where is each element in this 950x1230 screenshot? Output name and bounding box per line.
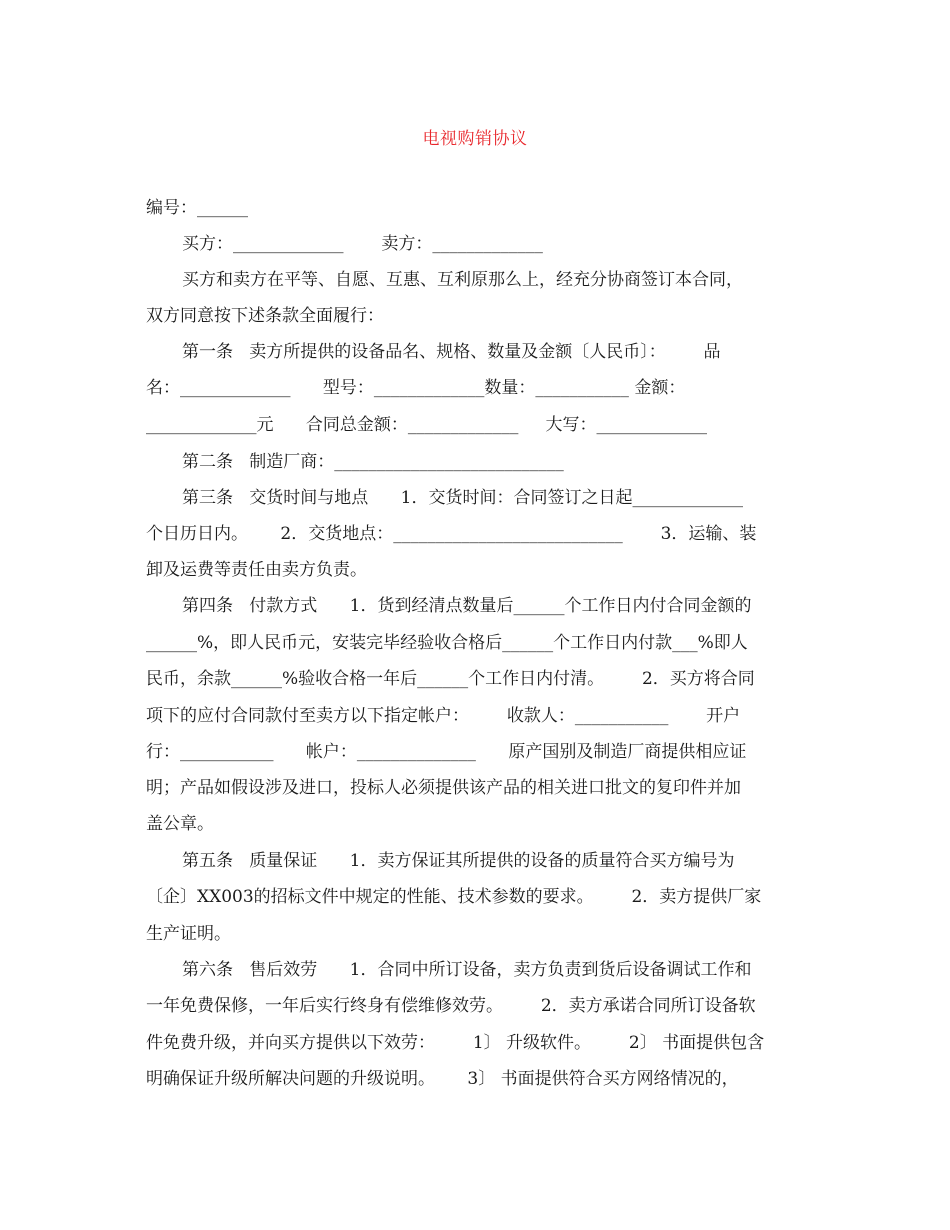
article-5-line-2: 〔企〕XX003的招标文件中规定的性能、技术参数的要求。 2．卖方提供厂家	[146, 887, 762, 907]
article-4-line-1: 第四条 付款方式 1．货到经清点数量后______个工作日内付合同金额的	[182, 596, 752, 616]
article-5-line-1: 第五条 质量保证 1．卖方保证其所提供的设备的质量符合买方编号为	[182, 851, 735, 871]
article-1-line-3: _____________元 合同总金额：_____________ 大写：_____________	[146, 415, 707, 435]
article-5-line-3: 生产证明。	[146, 924, 231, 944]
document-title: 电视购销协议	[422, 129, 528, 149]
article-3-line-3: 卸及运费等责任由卖方负责。	[146, 560, 367, 580]
article-2-line: 第二条 制造厂商：___________________________	[182, 452, 564, 472]
article-4-line-6: 明；产品如假设涉及进口，投标人必须提供该产品的相关进口批文的复印件并加	[146, 778, 741, 798]
article-3-line-1: 第三条 交货时间与地点 1．交货时间：合同签订之日起_____________	[182, 488, 743, 508]
article-6-line-3: 件免费升级，并向买方提供以下效劳： 1〕 升级软件。 2〕 书面提供包含	[146, 1033, 765, 1053]
article-4-line-4: 项下的应付合同款付至卖方以下指定帐户： 收款人：___________ 开户	[146, 706, 741, 726]
preamble-line-2: 双方同意按下述条款全面履行：	[146, 306, 384, 326]
buyer-seller-line: 买方：_____________ 卖方：_____________	[182, 234, 543, 254]
preamble-line-1: 买方和卖方在平等、自愿、互惠、互利原那么上，经充分协商签订本合同，	[182, 270, 743, 290]
article-1-line-1: 第一条 卖方所提供的设备品名、规格、数量及金额〔人民币〕： 品	[182, 342, 721, 362]
article-6-line-1: 第六条 售后效劳 1．合同中所订设备，卖方负责到货后设备调试工作和	[182, 960, 752, 980]
article-4-line-5: 行：___________ 帐户：______________ 原产国别及制造厂商提供相应证	[146, 742, 747, 762]
article-4-line-2: ______%，即人民币元，安装完毕经验收合格后______个工作日内付款___%即人	[146, 633, 748, 653]
article-3-line-2: 个日历日内。 2．交货地点：___________________________ 3．运输、装	[146, 524, 757, 544]
article-6-line-4: 明确保证升级所解决问题的升级说明。 3〕 书面提供符合买方网络情况的，	[146, 1069, 739, 1089]
article-4-line-7: 盖公章。	[146, 814, 214, 834]
article-6-line-2: 一年免费保修，一年后实行终身有偿维修效劳。 2．卖方承诺合同所订设备软	[146, 996, 756, 1016]
article-1-line-2: 名：_____________ 型号：_____________数量：___________ 金额：	[146, 378, 686, 398]
contract-number-line: 编号：______	[146, 198, 248, 218]
article-4-line-3: 民币，余款______%验收合格一年后______个工作日内付清。 2．买方将合同	[146, 669, 755, 689]
